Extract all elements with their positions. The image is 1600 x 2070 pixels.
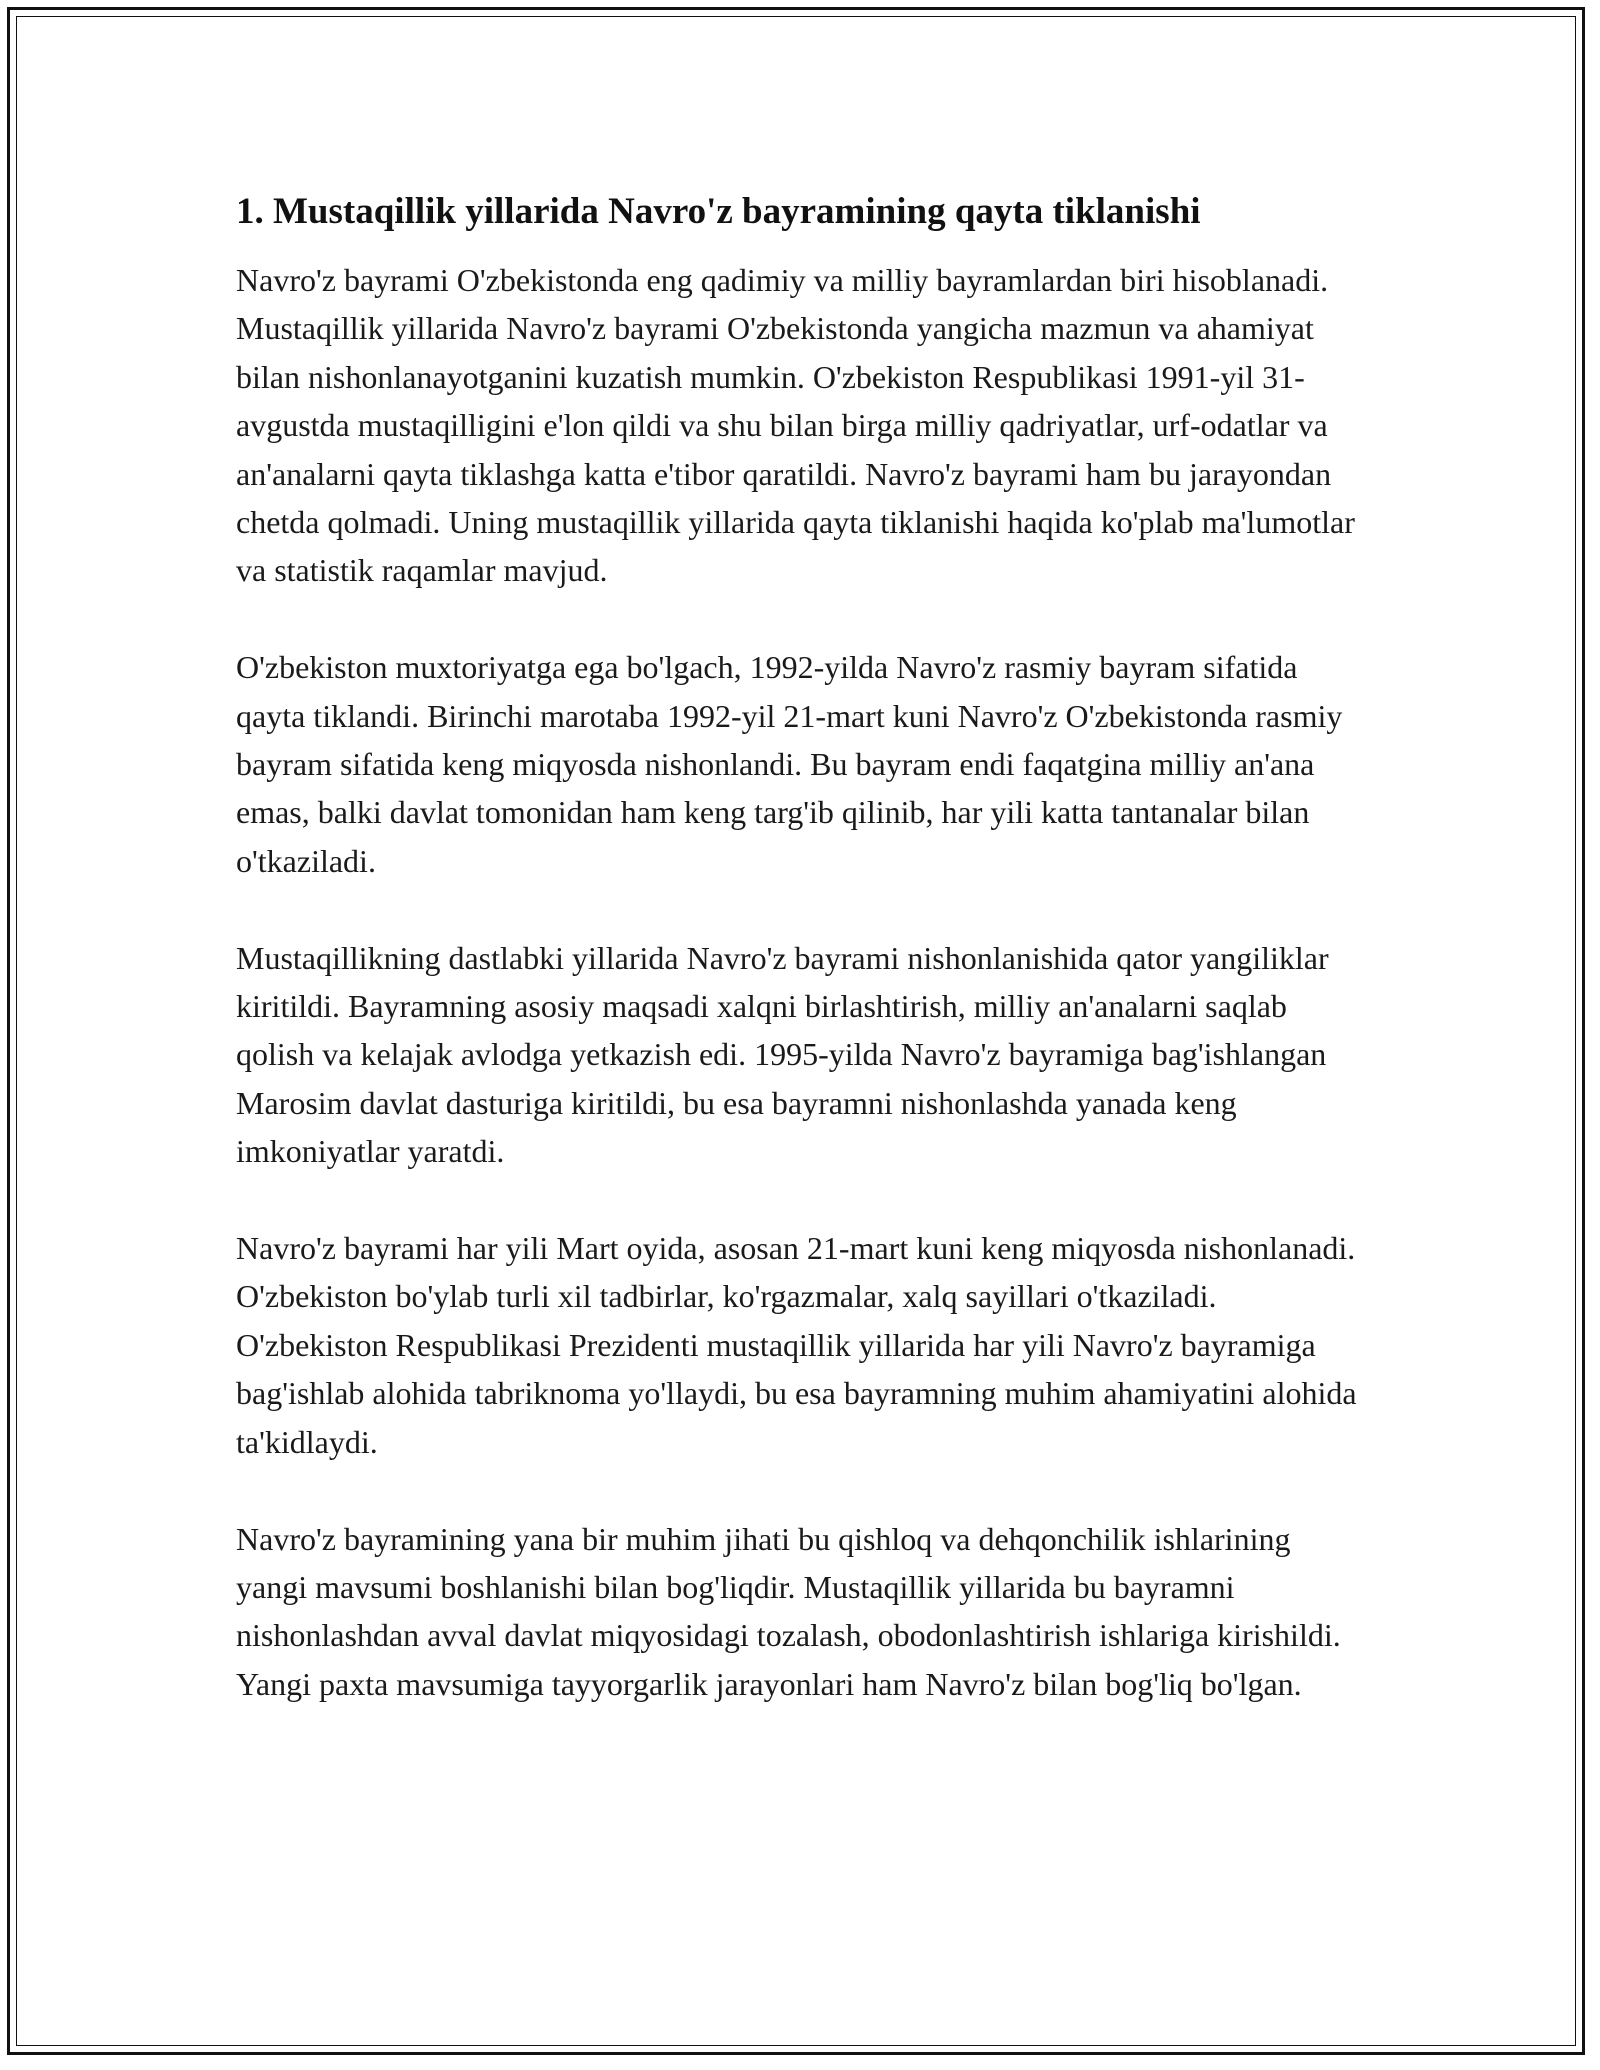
paragraph-4: Navro'z bayrami har yili Mart oyida, asosan 21-mart kuni keng miqyosda nishonlanadi. O'zbekiston bo'ylab turli xil tadbirlar, ko'rgazmalar, xalq sayillari o'tkaziladi. O'zbekiston Respublikasi Prezidenti mustaqillik yillarida har yili Navro'z bayramiga bag'ishlab alohida tabriknoma yo'llaydi, bu esa bayramning muhim ahamiyatini alohida ta'kidlaydi. [236, 1230, 1357, 1460]
document-body [236, 186, 1366, 1757]
paragraph-5: Navro'z bayramining yana bir muhim jihati bu qishloq va dehqonchilik ishlarining yangi mavsumi boshlanishi bilan bog'liqdir. Mustaqillik yillarida bu bayramni nishonlashdan avval davlat miqyosidagi tozalash, obodonlashtirish ishlariga kirishildi. Yangi paxta mavsumiga tayyorgarlik jarayonlari ham Navro'z bilan bog'liq bo'lgan. [236, 1520, 1341, 1702]
section-heading: 1. Mustaqillik yillarida Navro'z bayramining qayta tiklanishi [236, 191, 1201, 232]
paragraph-3: Mustaqillikning dastlabki yillarida Navro'z bayrami nishonlanishida qator yangiliklar kiritildi. Bayramning asosiy maqsadi xalqni birlashtirish, milliy an'analarni saqlab qolish va kelajak avlodga yetkazish edi. 1995-yilda Navro'z bayramiga bag'ishlangan Marosim davlat dasturiga kiritildi, bu esa bayramni nishonlashda yanada keng imkoniyatlar yaratdi. [236, 939, 1329, 1170]
paragraph-1: Navro'z bayrami O'zbekistonda eng qadimiy va milliy bayramlardan biri hisoblanadi. Mustaqillik yillarida Navro'z bayrami O'zbekistonda yangicha mazmun va ahamiyat bilan nishonlanayotganini kuzatish mumkin. O'zbekiston Respublikasi 1991-yil 31-avgustda mustaqilligini e'lon qildi va shu bilan birga milliy qadriyatlar, urf-odatlar va an'analarni qayta tiklashga katta e'tibor qaratildi. Navro'z bayrami ham bu jarayondan chetda qolmadi. Uning mustaqillik yillarida qayta tiklanishi haqida ko'plab ma'lumotlar va statistik raqamlar mavjud. [236, 262, 1355, 589]
paragraph-2: O'zbekiston muxtoriyatga ega bo'lgach, 1992-yilda Navro'z rasmiy bayram sifatida qayta tiklandi. Birinchi marotaba 1992-yil 21-mart kuni Navro'z O'zbekistonda rasmiy bayram sifatida keng miqyosda nishonlandi. Bu bayram endi faqatgina milliy an'ana emas, balki davlat tomonidan ham keng targ'ib qilinib, har yili katta tantanalar bilan o'tkaziladi. [236, 649, 1343, 879]
